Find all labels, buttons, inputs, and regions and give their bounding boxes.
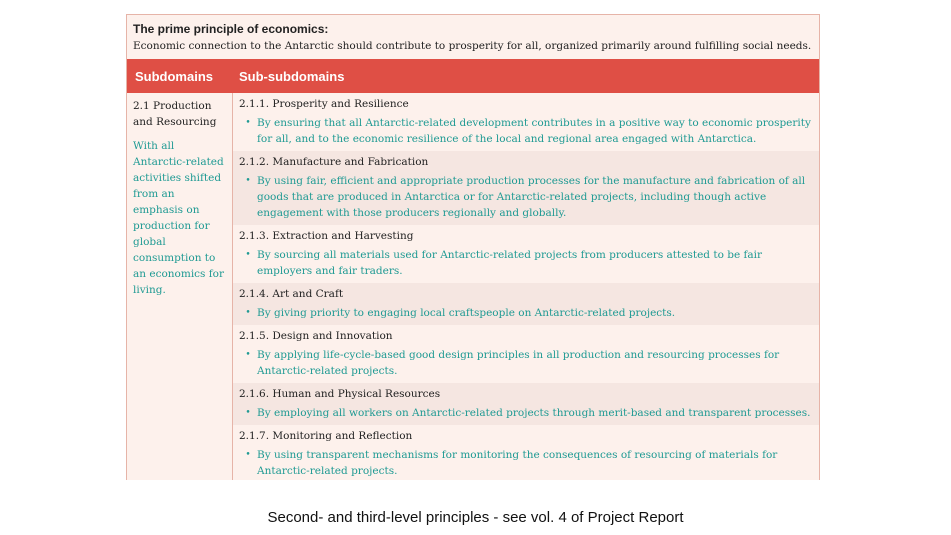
subdomain-cell xyxy=(127,93,233,480)
subsubdomain-item xyxy=(239,247,813,279)
subsubdomain-title: 2.1.2. Manufacture and Fabrication xyxy=(239,156,429,168)
subsubdomain-title: 2.1.4. Art and Craft xyxy=(239,288,344,300)
subsubdomain-item xyxy=(239,347,813,379)
bullet-icon: • xyxy=(245,308,251,318)
subsubdomain-item xyxy=(239,173,813,221)
prime-principle xyxy=(127,15,819,59)
subsubdomain-title: 2.1.3. Extraction and Harvesting xyxy=(239,230,414,242)
subsubdomain-text: By sourcing all materials used for Antarctic-related projects from producers attested to be fair employers and fair traders. xyxy=(257,249,763,277)
subsubdomain-text: By ensuring that all Antarctic-related development contributes in a positive way to economic prosperity for all, and to the economic resilience of the local and regional area engaged with Antarctica. xyxy=(257,117,811,145)
subsubdomain-row xyxy=(233,383,819,425)
bullet-icon: • xyxy=(245,250,251,260)
bullet-icon: • xyxy=(245,176,251,186)
subsubdomain-title: 2.1.1. Prosperity and Resilience xyxy=(239,98,409,110)
subsubdomain-list xyxy=(233,93,819,480)
subsubdomain-title: 2.1.5. Design and Innovation xyxy=(239,330,393,342)
bullet-icon: • xyxy=(245,118,251,128)
subsubdomain-item xyxy=(239,447,813,479)
subsubdomain-row xyxy=(233,325,819,383)
subsubdomain-title: 2.1.6. Human and Physical Resources xyxy=(239,388,441,400)
subdomain-description: With all Antarctic-related activities shifted from an emphasis on production for global consumption to an economics for living. xyxy=(133,140,225,296)
subsubdomain-text: By giving priority to engaging local craftspeople on Antarctic-related projects. xyxy=(257,307,676,319)
subsubdomain-item xyxy=(239,405,813,421)
subsubdomain-row xyxy=(233,93,819,151)
table-header xyxy=(127,59,819,93)
bullet-icon: • xyxy=(245,408,251,418)
header-subdomains: Subdomains xyxy=(135,68,214,84)
subsubdomain-row xyxy=(233,225,819,283)
figure-caption: Second- and third-level principles - see vol. 4 of Project Report xyxy=(267,509,684,526)
subsubdomain-text: By using transparent mechanisms for monitoring the consequences of resourcing of materials for Antarctic-related projects. xyxy=(257,449,778,477)
subdomain-title: 2.1 Production and Resourcing xyxy=(133,100,217,128)
subsubdomain-text: By employing all workers on Antarctic-related projects through merit-based and transparent processes. xyxy=(257,407,811,419)
subsubdomain-text: By using fair, efficient and appropriate production processes for the manufacture and fabrication of all goods that are produced in Antarctica or for Antarctic-related projects, including though active engagement with those producers regionally and globally. xyxy=(257,175,806,219)
subsubdomain-row xyxy=(233,425,819,480)
subsubdomain-item xyxy=(239,305,813,321)
bullet-icon: • xyxy=(245,350,251,360)
bullet-icon: • xyxy=(245,450,251,460)
subsubdomain-title: 2.1.7. Monitoring and Reflection xyxy=(239,430,413,442)
subsubdomain-text: By applying life-cycle-based good design principles in all production and resourcing processes for Antarctic-related projects. xyxy=(257,349,780,377)
subsubdomain-item xyxy=(239,115,813,147)
subsubdomain-row xyxy=(233,151,819,225)
header-subsubdomains: Sub-subdomains xyxy=(239,68,345,84)
principles-table xyxy=(126,14,820,480)
table-body xyxy=(127,93,819,480)
subsubdomain-row xyxy=(233,283,819,325)
prime-principle-title: The prime principle of economics: xyxy=(133,22,329,36)
prime-principle-text: Economic connection to the Antarctic should contribute to prosperity for all, organized primarily around fulfilling social needs. xyxy=(133,40,812,52)
